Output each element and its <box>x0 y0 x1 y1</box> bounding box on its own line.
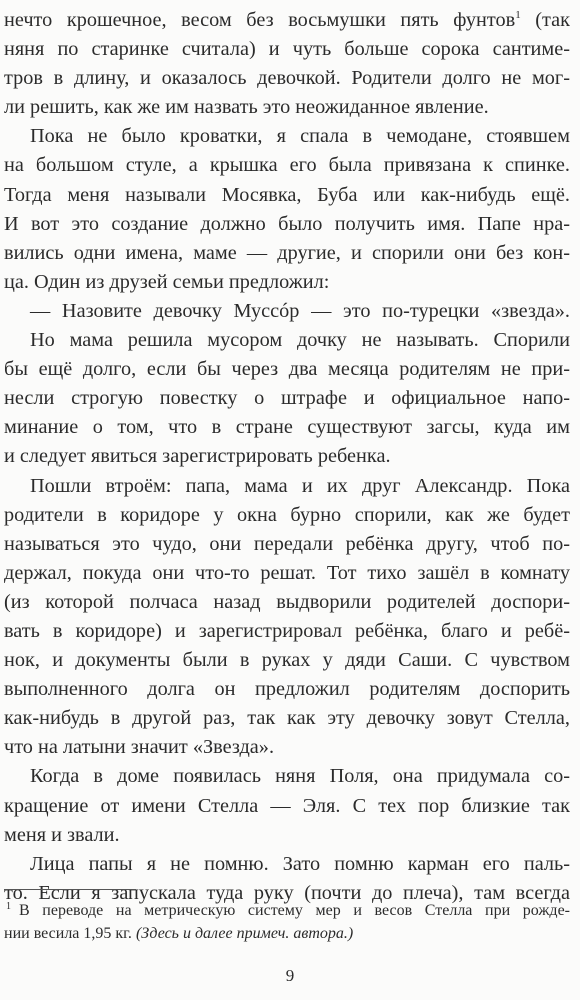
text-line: вать в коридоре) и зарегистрировал ребёнка, благо и ребё- <box>4 619 570 642</box>
text-line: меня и звали. <box>4 823 120 846</box>
footnote-reference[interactable]: 1 <box>515 9 521 22</box>
text-line: тров в длину, и оказалось девочкой. Родители долго не мог- <box>4 67 570 90</box>
footnote-line: нии весила 1,95 кг. (Здесь и далее примеч. автора.) <box>4 925 354 942</box>
text-line: (из которой полчаса назад выдворили родителей доспори- <box>4 590 570 613</box>
text-line: то. Если я запускала туда руку (почти до плеча), там всегда <box>4 881 570 904</box>
text-line: держал, покуда они что-то решат. Тот тихо зашёл в комнату <box>4 561 570 584</box>
main-text <box>4 6 570 908</box>
text-line: и следует явиться зарегистрировать ребенка. <box>4 445 391 468</box>
text-line: няня по старинке считала) и чуть больше сорока сантиме- <box>4 38 570 61</box>
text-line: нок, и документы были в руках у дяди Саши. С чувством <box>4 649 570 672</box>
text-line: Но мама решила мусором дочку не называть. Спорили <box>30 329 570 352</box>
text-line: ца. Один из друзей семьи предложил: <box>4 270 330 293</box>
text-line: Пошли втроём: папа, мама и их друг Александр. Пока <box>30 474 570 497</box>
author-note: (Здесь и далее примеч. автора.) <box>135 925 354 942</box>
text-line: называться это чудо, они передали ребёнка другу, чтоб по- <box>4 532 570 555</box>
text-line: выполненного долга он предложил родителям доспорить <box>4 678 570 701</box>
text-line: Когда в доме появилась няня Поля, она придумала со- <box>30 765 570 788</box>
text-line: несли строгую повестку о штрафе и официальное напо- <box>4 387 570 410</box>
text-line: минание о том, что в стране существуют загсы, куда им <box>4 416 570 439</box>
text-line: кращение от имени Стелла — Эля. С тех пор близкие так <box>4 794 570 817</box>
footnote-divider <box>4 889 136 890</box>
text-line: Пока не было кроватки, я спала в чемодане, стоявшем <box>30 125 570 148</box>
text-line: родители в коридоре у окна бурно спорили, как же будет <box>4 503 570 526</box>
text-line: что на латыни значит «Звезда». <box>4 736 275 759</box>
text-line: вились одни имена, маме — другие, и спорили они без кон- <box>4 241 570 264</box>
text-line: — Назовите девочку Муссóр — это по-турецки «звезда». <box>30 299 570 322</box>
text-line: бы ещё долго, если бы через два месяца родителям не при- <box>4 358 570 381</box>
page-number: 9 <box>285 966 295 985</box>
text-line: на большом стуле, а крышка его была привязана к спинке. <box>4 154 570 177</box>
footnote-marker: 1 <box>6 900 11 912</box>
text-line: ли решить, как же им назвать это неожиданное явление. <box>4 96 489 119</box>
footnote-line: $^1$ В переводе на метрическую систему мер и весов Стелла при рожде- <box>6 900 570 919</box>
footnote <box>4 899 570 945</box>
text-line: И вот это создание должно было получить имя. Папе нра- <box>4 212 570 235</box>
text-line: как-нибудь в другой раз, так как эту девочку зовут Стелла, <box>4 707 570 730</box>
text-line: Лица папы я не помню. Зато помню карман его паль- <box>30 852 570 875</box>
text-line: нечто крошечное, весом без восьмушки пять фунтов$^1$ (так <box>4 9 570 31</box>
text-line: Тогда меня называли Мосявка, Буба или как-нибудь ещё. <box>4 183 570 206</box>
